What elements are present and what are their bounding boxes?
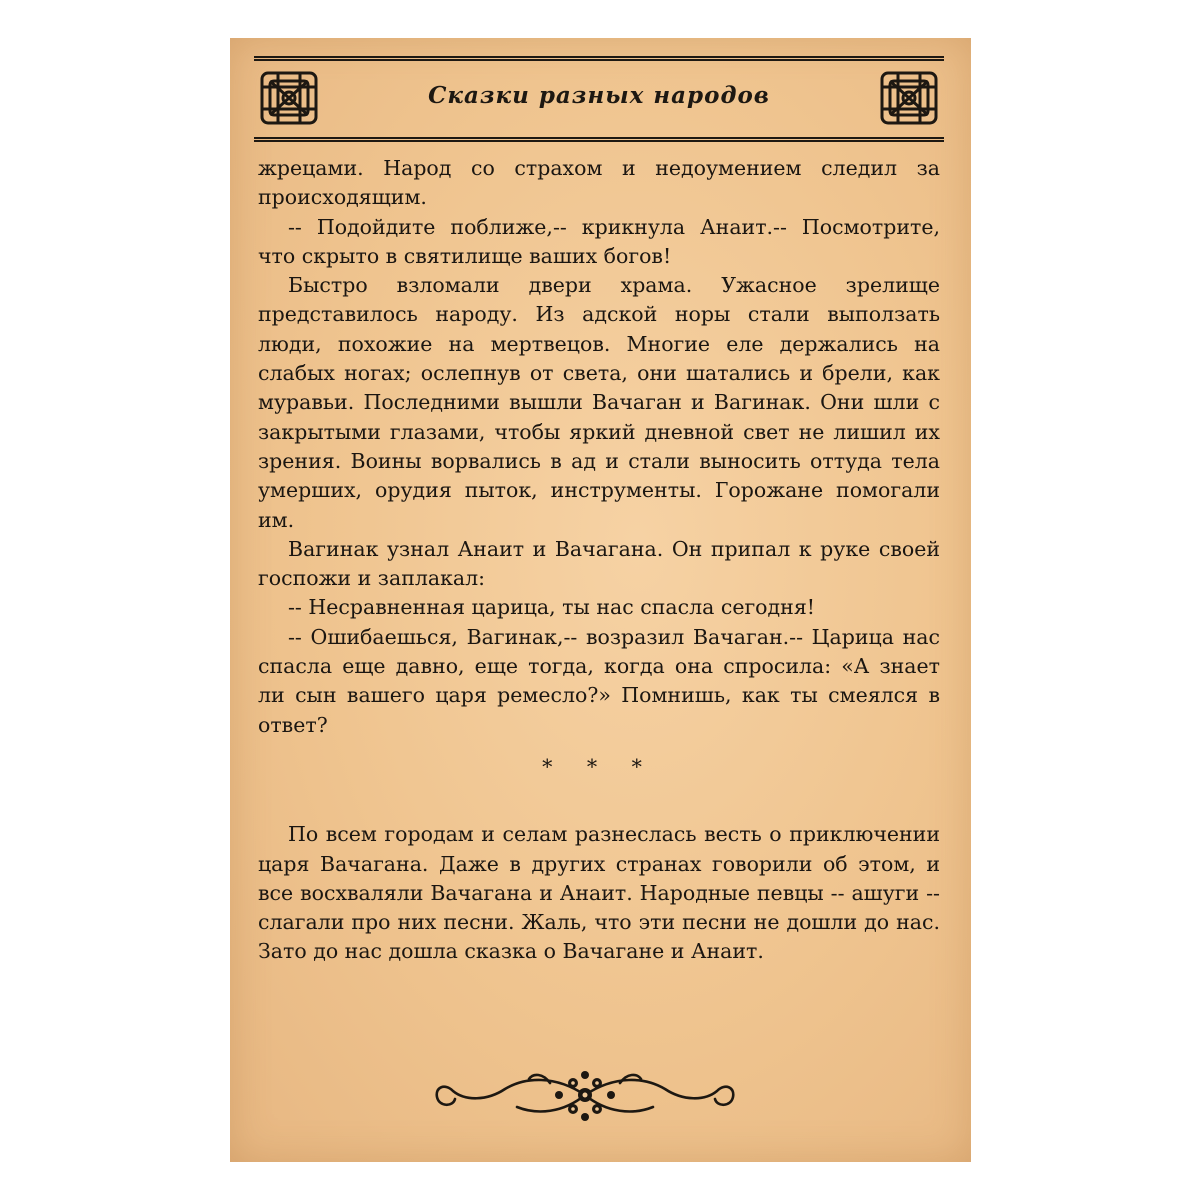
page-body — [258, 154, 940, 967]
running-header — [254, 56, 944, 142]
paragraph: жрецами. Народ со страхом и недоумением следил за происходящим. — [258, 156, 940, 210]
paragraph: Быстро взломали двери храма. Ужасное зрелище представилось народу. Из адской норы стали выползать люди, похожие на мертвецов. Многие еле держались на слабых ногах; ослепнув от света, они шатались и брели, как муравьи. Последними вышли Вачаган и Вагинак. Они шли с закрытыми глазами, чтобы яркий дневной свет не лишил их зрения. Воины ворвались в ад и стали выносить оттуда тела умерших, орудия пыток, инструменты. Горожане помогали им. — [258, 273, 940, 532]
celtic-knot-icon — [256, 67, 322, 129]
celtic-knot-icon — [876, 67, 942, 129]
running-header-title: Сказки разных народов — [428, 82, 770, 109]
paragraph: -- Подойдите поближе,-- крикнула Анаит.-- Посмотрите, что скрыто в святилище ваших богов! — [258, 214, 940, 268]
paragraph: Вагинак узнал Анаит и Вачагана. Он припал к руке своей госпожи и заплакал: — [258, 536, 940, 591]
section-separator: * * * — [542, 754, 656, 779]
paragraph: По всем городам и селам разнеслась весть о приключении царя Вачагана. Даже в других странах говорили об этом, и все восхваляли Вачагана и Анаит. Народные певцы -- ашуги -- слагали про них песни. Жаль, что эти песни не дошли до нас. Зато до нас дошла сказка о Вачагане и Анаит. — [258, 822, 940, 964]
floral-scroll-icon — [425, 1065, 745, 1125]
paragraph: -- Ошибаешься, Вагинак,-- возразил Вачаган.-- Царица нас спасла еще давно, еще тогда, когда она спросила: «А знает ли сын вашего царя ремесло?» Помнишь, как ты смеялся в ответ? — [258, 624, 940, 737]
paragraph: -- Несравненная царица, ты нас спасла сегодня! — [288, 595, 815, 620]
book-page — [230, 38, 971, 1162]
